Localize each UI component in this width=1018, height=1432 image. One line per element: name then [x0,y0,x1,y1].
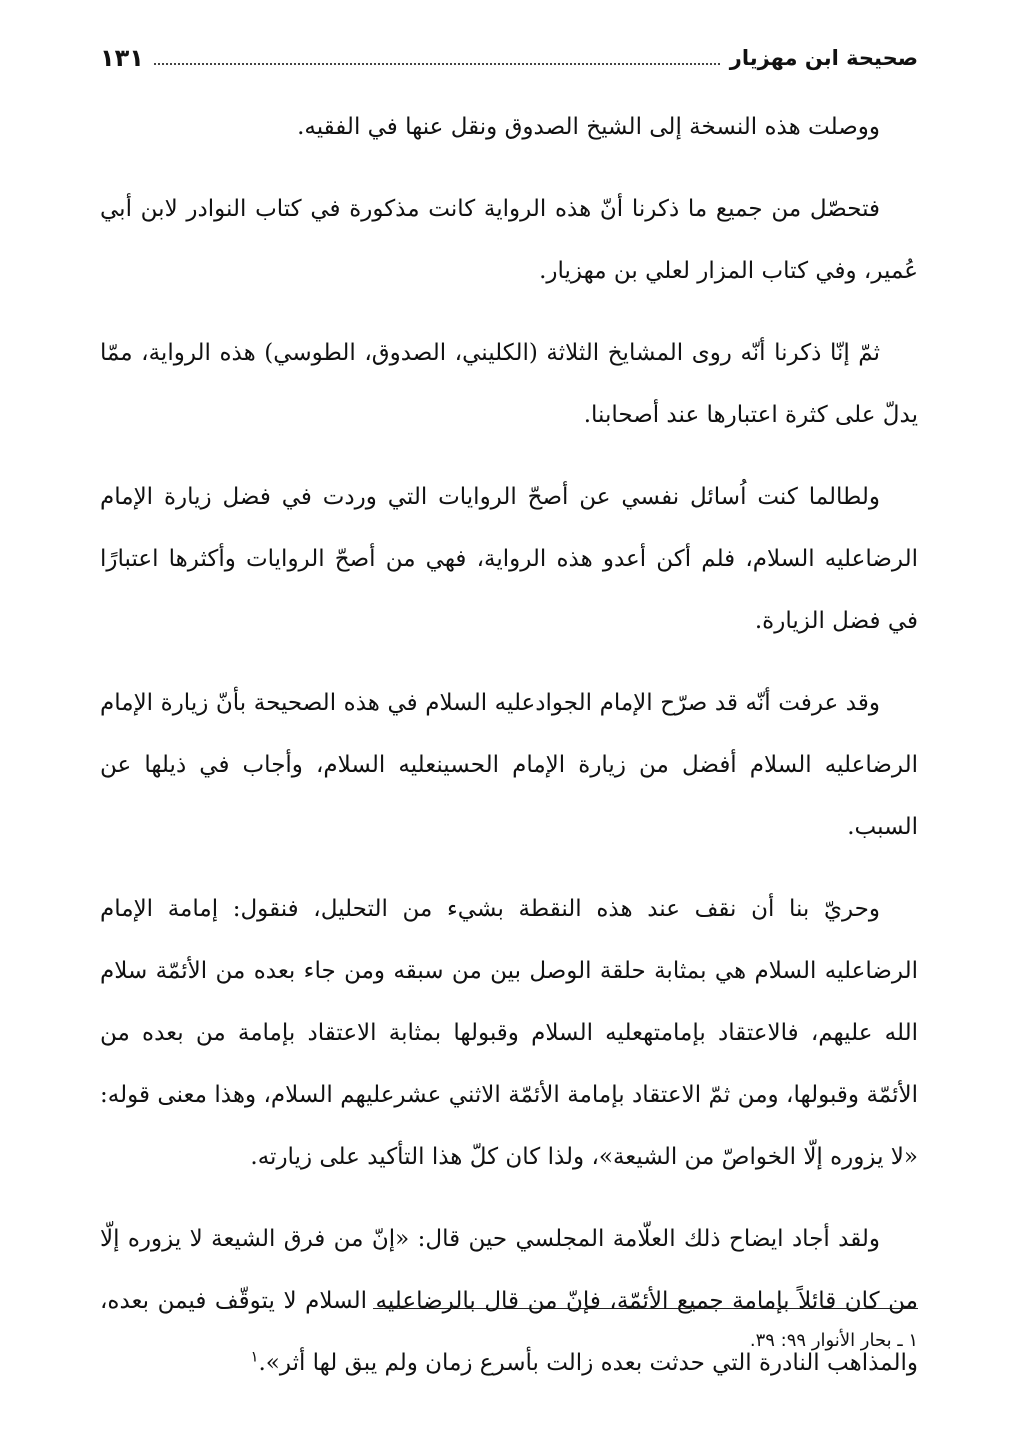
running-title: صحيحة ابن مهزيار [729,46,918,70]
footnote-divider [373,1308,918,1309]
body-text [100,96,918,1414]
paragraph: وقد عرفت أنّه قد صرّح الإمام الجوادعليه السلام في هذه الصحيحة بأنّ زيارة الإمام الرضاعليه السلام أفضل من زيارة الإمام الحسينعليه السلام، وأجاب في ذيلها عن السبب. [100,690,918,840]
header-dot-leader [154,63,720,65]
footnote-reference[interactable]: ١ [250,1347,259,1366]
paragraph: ووصلت هذه النسخة إلى الشيخ الصدوق ونقل عنها في الفقيه. [297,114,880,140]
paragraph: ولطالما كنت اُسائل نفسي عن أصحّ الروايات التي وردت في فضل زيارة الإمام الرضاعليه السلام، فلم أكن أعدو هذه الرواية، فهي من أصحّ الروايات وأكثرها اعتبارًا في فضل الزيارة. [100,484,918,634]
running-header [100,38,918,78]
page-number: ١٣١ [100,44,144,72]
footnote: ١ ـ بحار الأنوار ٩٩: ٣٩. [749,1330,918,1351]
paragraph-text: ولقد أجاد ايضاح ذلك العلّامة المجلسي حين قال: «إنّ من فرق الشيعة لا يزوره إلّا من كان قائلاً بإمامة جميع الأئمّة، فإنّ من قال بالرضاعليه السلام لا يتوقّف فيمن بعده، والمذاهب النادرة التي حدثت بعده زالت بأسرع زمان ولم يبق لها أثر». [100,1226,918,1376]
paragraph: ثمّ إنّا ذكرنا أنّه روى المشايخ الثلاثة (الكليني، الصدوق، الطوسي) هذه الرواية، ممّا يدلّ على كثرة اعتبارها عند أصحابنا. [100,340,918,428]
paragraph-with-note [100,1208,918,1394]
paragraph: وحريّ بنا أن نقف عند هذه النقطة بشيء من التحليل، فنقول: إمامة الإمام الرضاعليه السلام هي بمثابة حلقة الوصل بين من سبقه ومن جاء بعده من الأئمّة سلام الله عليهم، فالاعتقاد بإمامتهعليه السلام وقبولها بمثابة الاعتقاد بإمامة من بعده من الأئمّة وقبولها، ومن ثمّ الاعتقاد بإمامة الأئمّة الاثني عشرعليهم السلام، وهذا معنى قوله: «لا يزوره إلّا الخواصّ من الشيعة»، ولذا كان كلّ هذا التأكيد على زيارته. [100,896,918,1170]
paragraph: فتحصّل من جميع ما ذكرنا أنّ هذه الرواية كانت مذكورة في كتاب النوادر لابن أبي عُمير، وفي كتاب المزار لعلي بن مهزيار. [100,196,918,284]
